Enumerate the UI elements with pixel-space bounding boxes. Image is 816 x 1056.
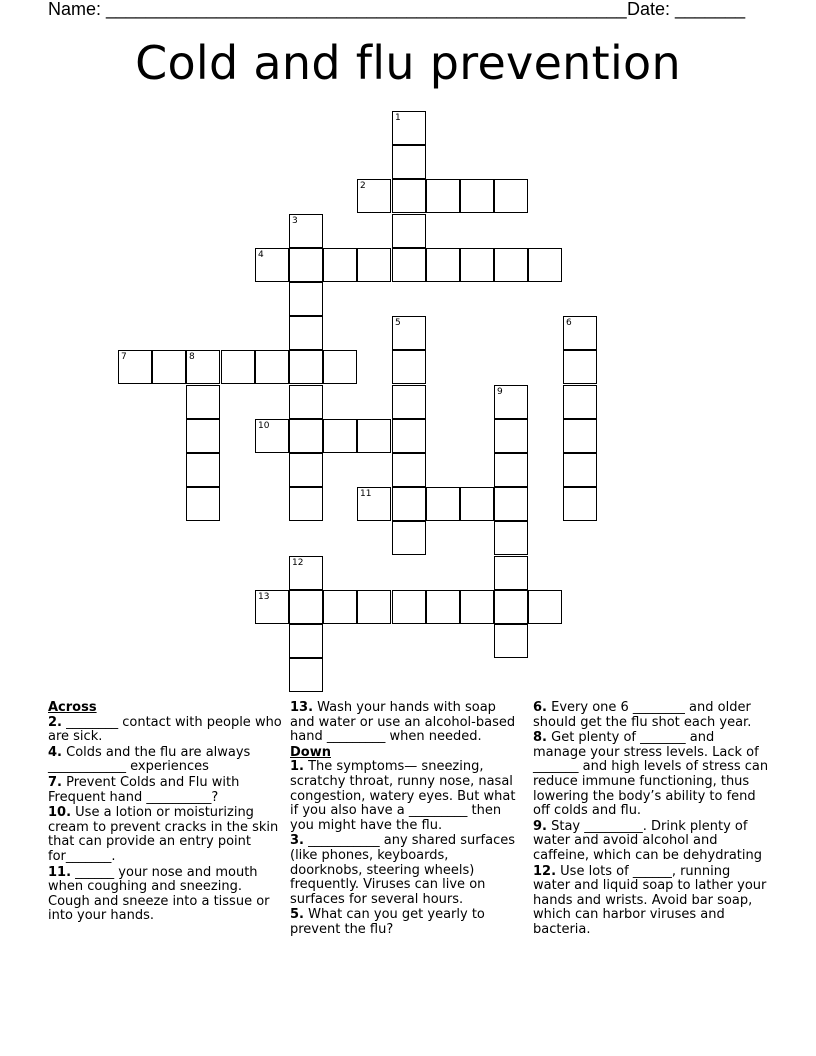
cell-number: 13 [258,592,270,602]
clue-text: ______ your nose and mouth when coughing and sneezing. Cough and sneeze into a tissue or into your hands. [48,864,270,924]
clue-text: ________ contact with people who are sick. [48,714,282,745]
cell-number: 3 [292,216,298,226]
clue-text: What can you get yearly to prevent the flu? [290,907,485,937]
clues-column-3 [533,701,771,939]
crossword-cell[interactable] [392,419,426,453]
crossword-cell[interactable] [255,419,289,453]
crossword-cell[interactable] [460,590,494,624]
clues-column-1 [48,701,284,925]
clue-down-12 [533,865,771,938]
crossword-cell[interactable] [186,487,220,521]
crossword-cell[interactable] [494,590,528,624]
cell-number: 4 [258,250,264,260]
crossword-cell[interactable] [289,590,323,624]
cell-number: 8 [189,352,195,362]
crossword-cell[interactable] [563,385,597,419]
crossword-cell[interactable] [494,419,528,453]
clue-down-1 [290,760,522,833]
clue-text: Wash your hands with soap and water or use an alcohol-based hand _________ when needed. [290,700,516,745]
crossword-cell[interactable] [460,487,494,521]
crossword-cell[interactable] [392,214,426,248]
crossword-cell[interactable] [563,487,597,521]
clue-text: Prevent Colds and Flu with Frequent hand __________? [48,774,240,805]
clue-text: Use a lotion or moisturizing cream to prevent cracks in the skin that can provide an entry point for_______. [48,805,279,864]
crossword-cell[interactable] [289,316,323,350]
crossword-cell[interactable] [563,316,597,350]
cell-number: 10 [258,421,270,431]
clue-text: Use lots of ______, running water and liquid soap to lather your hands and wrists. Avoid bar soap, which can harbor viruses and bacteria. [533,863,767,937]
crossword-cell[interactable] [392,521,426,555]
clue-text: Stay _________. Drink plenty of water and avoid alcohol and caffeine, which can be dehydrating [533,818,762,863]
clue-across-2 [48,716,284,745]
clue-number: 12. [533,863,557,879]
crossword-cell[interactable] [494,248,528,282]
crossword-cell[interactable] [186,385,220,419]
clue-number: 5. [290,907,304,923]
crossword-cell[interactable] [289,385,323,419]
crossword-cell[interactable] [426,179,460,213]
crossword-cell[interactable] [323,419,357,453]
crossword-cell[interactable] [392,453,426,487]
crossword-cell[interactable] [323,350,357,384]
crossword-cell[interactable] [426,487,460,521]
cell-number: 6 [566,318,572,328]
crossword-cell[interactable] [426,248,460,282]
crossword-cell[interactable] [186,419,220,453]
crossword-cell[interactable] [392,179,426,213]
clue-text: Every one 6 ________ and older should get the flu shot each year. [533,700,752,730]
crossword-cell[interactable] [426,590,460,624]
crossword-cell[interactable] [357,487,391,521]
clue-number: 11. [48,864,72,880]
crossword-cell[interactable] [357,248,391,282]
crossword-cell[interactable] [494,453,528,487]
crossword-cell[interactable] [186,350,220,384]
crossword-cell[interactable] [289,282,323,316]
crossword-cell[interactable] [494,521,528,555]
clue-number: 8. [533,730,547,746]
crossword-cell[interactable] [494,179,528,213]
crossword-cell[interactable] [494,385,528,419]
crossword-cell[interactable] [118,350,152,384]
crossword-cell[interactable] [323,248,357,282]
crossword-cell[interactable] [460,248,494,282]
crossword-cell[interactable] [357,590,391,624]
clue-number: 3. [290,833,304,849]
clue-down-9 [533,820,771,864]
cell-number: 12 [292,558,304,568]
cell-number: 5 [395,318,401,328]
clue-across-13 [290,701,522,745]
crossword-cell[interactable] [186,453,220,487]
cell-number: 7 [121,352,127,362]
crossword-cell[interactable] [289,658,323,692]
crossword-cell[interactable] [357,179,391,213]
clue-text: Colds and the flu are always ____________ experiences [48,744,251,775]
clue-across-10 [48,806,284,864]
crossword-cell[interactable] [494,556,528,590]
crossword-cell[interactable] [392,248,426,282]
clue-across-7 [48,776,284,805]
clue-number: 1. [290,759,304,775]
crossword-cell[interactable] [289,350,323,384]
clue-text: ___________ any shared surfaces (like phones, keyboards, doorknobs, steering wheels) frequently. Viruses can live on surfaces for several hours. [290,833,516,907]
crossword-cell[interactable] [563,350,597,384]
crossword-cell[interactable] [563,419,597,453]
crossword-cell[interactable] [289,556,323,590]
crossword-cell[interactable] [392,316,426,350]
crossword-cell[interactable] [392,111,426,145]
clue-number: 2. [48,714,62,730]
crossword-cell[interactable] [392,487,426,521]
crossword-cell[interactable] [255,248,289,282]
clue-down-6 [533,701,771,730]
crossword-cell[interactable] [392,590,426,624]
crossword-cell[interactable] [563,453,597,487]
crossword-cell[interactable] [289,624,323,658]
clue-down-3 [290,834,522,907]
clue-across-4 [48,746,284,775]
date-field-label[interactable]: Date: _______ [627,0,746,19]
crossword-cell[interactable] [289,248,323,282]
clue-text: Get plenty of _______ and manage your stress levels. Lack of _______ and high levels of stress can reduce immune functioning, thus lowering the body’s ability to fend off colds and flu. [533,730,769,819]
crossword-cell[interactable] [221,350,255,384]
crossword-cell[interactable] [392,385,426,419]
crossword-cell[interactable] [494,624,528,658]
down-heading: Down [290,744,331,760]
clue-number: 13. [290,700,314,715]
name-field-label[interactable]: Name: ____________________________________________________ [48,0,627,19]
cell-number: 1 [395,113,401,123]
cell-number: 2 [360,181,366,191]
crossword-cell[interactable] [392,145,426,179]
crossword-cell[interactable] [494,487,528,521]
crossword-cell[interactable] [323,590,357,624]
clue-down-8 [533,731,771,819]
crossword-cell[interactable] [255,590,289,624]
clue-number: 7. [48,774,62,790]
clue-number: 4. [48,744,62,760]
clue-number: 6. [533,700,547,715]
crossword-cell[interactable] [152,350,186,384]
crossword-cell[interactable] [460,179,494,213]
cell-number: 9 [497,387,503,397]
crossword-cell[interactable] [289,453,323,487]
crossword-cell[interactable] [255,350,289,384]
crossword-cell[interactable] [357,419,391,453]
clue-text: The symptoms— sneezing, scratchy throat, runny nose, nasal congestion, watery eyes. But what if you also have a _________ then you might have the flu. [290,759,516,833]
crossword-cell[interactable] [289,214,323,248]
clue-number: 9. [533,818,547,834]
clue-number: 10. [48,805,72,821]
crossword-cell[interactable] [289,419,323,453]
clues-column-2 [290,701,522,939]
crossword-cell[interactable] [528,590,562,624]
crossword-cell[interactable] [392,350,426,384]
cell-number: 11 [360,489,372,499]
clue-across-11 [48,866,284,924]
crossword-cell[interactable] [528,248,562,282]
page-title: Cold and flu prevention [135,36,681,90]
across-heading: Across [48,700,97,715]
clue-down-5 [290,908,522,937]
crossword-cell[interactable] [289,487,323,521]
